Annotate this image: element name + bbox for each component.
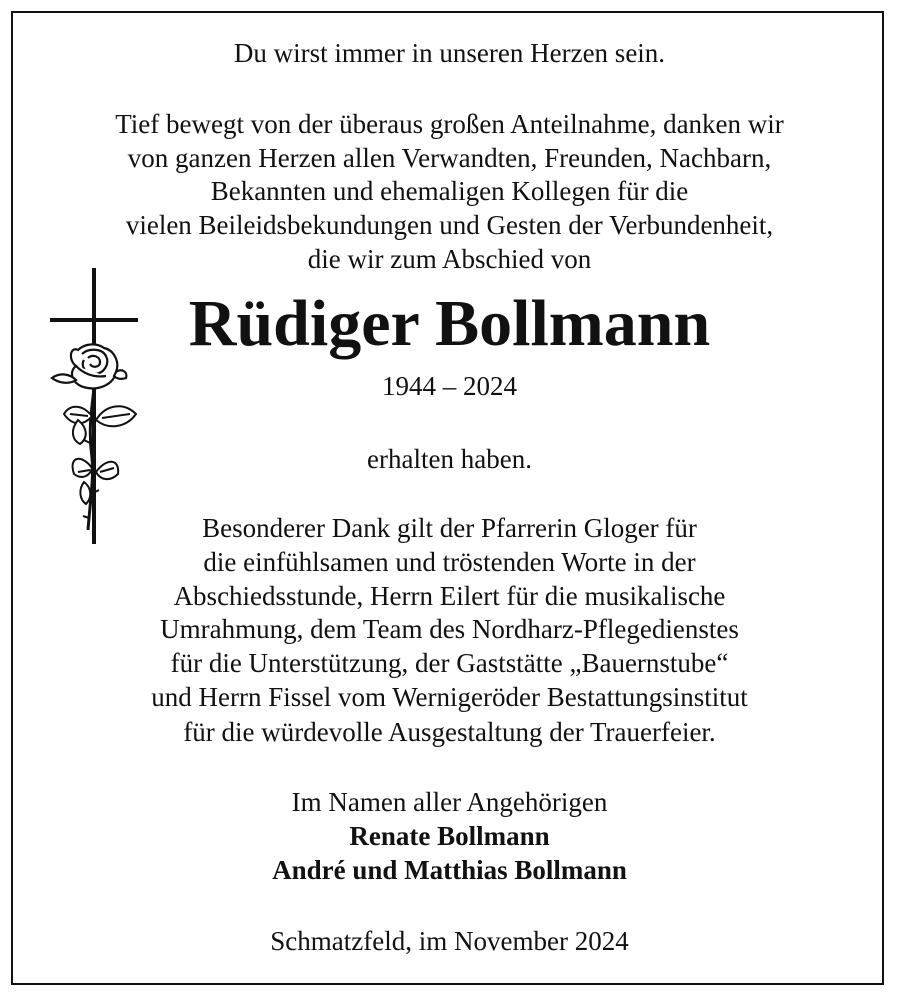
special-thanks-line: Umrahmung, dem Team des Nordharz-Pflegedienstes (160, 614, 739, 644)
special-thanks-line: Abschiedsstunde, Herrn Eilert für die musikalische (173, 581, 726, 611)
motto: Du wirst immer in unseren Herzen sein. (233, 38, 666, 68)
cross-with-rose-icon (48, 268, 140, 548)
thanks-line: Bekannten und ehemaligen Kollegen für die (210, 176, 689, 206)
special-thanks-line: die einfühlsamen und tröstenden Worte in der (203, 547, 696, 577)
special-thanks-line: für die würdevolle Ausgestaltung der Trauerfeier. (183, 717, 716, 747)
life-years: 1944 – 2024 (382, 371, 517, 401)
thanks-line: vielen Beileidsbekundungen und Gesten der Verbundenheit, (125, 210, 774, 240)
signature-name: André und Matthias Bollmann (272, 855, 627, 885)
signature-intro: Im Namen aller Angehörigen (291, 787, 608, 817)
special-thanks-line: Besonderer Dank gilt der Pfarrerin Gloger für (202, 513, 697, 543)
special-thanks-line: und Herrn Fissel vom Wernigeröder Bestattungsinstitut (151, 682, 748, 712)
special-thanks-line: für die Unterstützung, der Gaststätte „Bauernstube“ (170, 648, 729, 678)
thanks-line: die wir zum Abschied von (307, 244, 592, 274)
thanks-line: Tief bewegt von der überaus großen Anteilnahme, danken wir (115, 109, 784, 139)
deceased-name: Rüdiger Bollmann (188, 287, 711, 360)
received-text: erhalten haben. (367, 444, 532, 474)
thanks-line: von ganzen Herzen allen Verwandten, Freunden, Nachbarn, (127, 143, 772, 173)
place-date: Schmatzfeld, im November 2024 (270, 926, 629, 956)
signature-name: Renate Bollmann (349, 821, 550, 851)
